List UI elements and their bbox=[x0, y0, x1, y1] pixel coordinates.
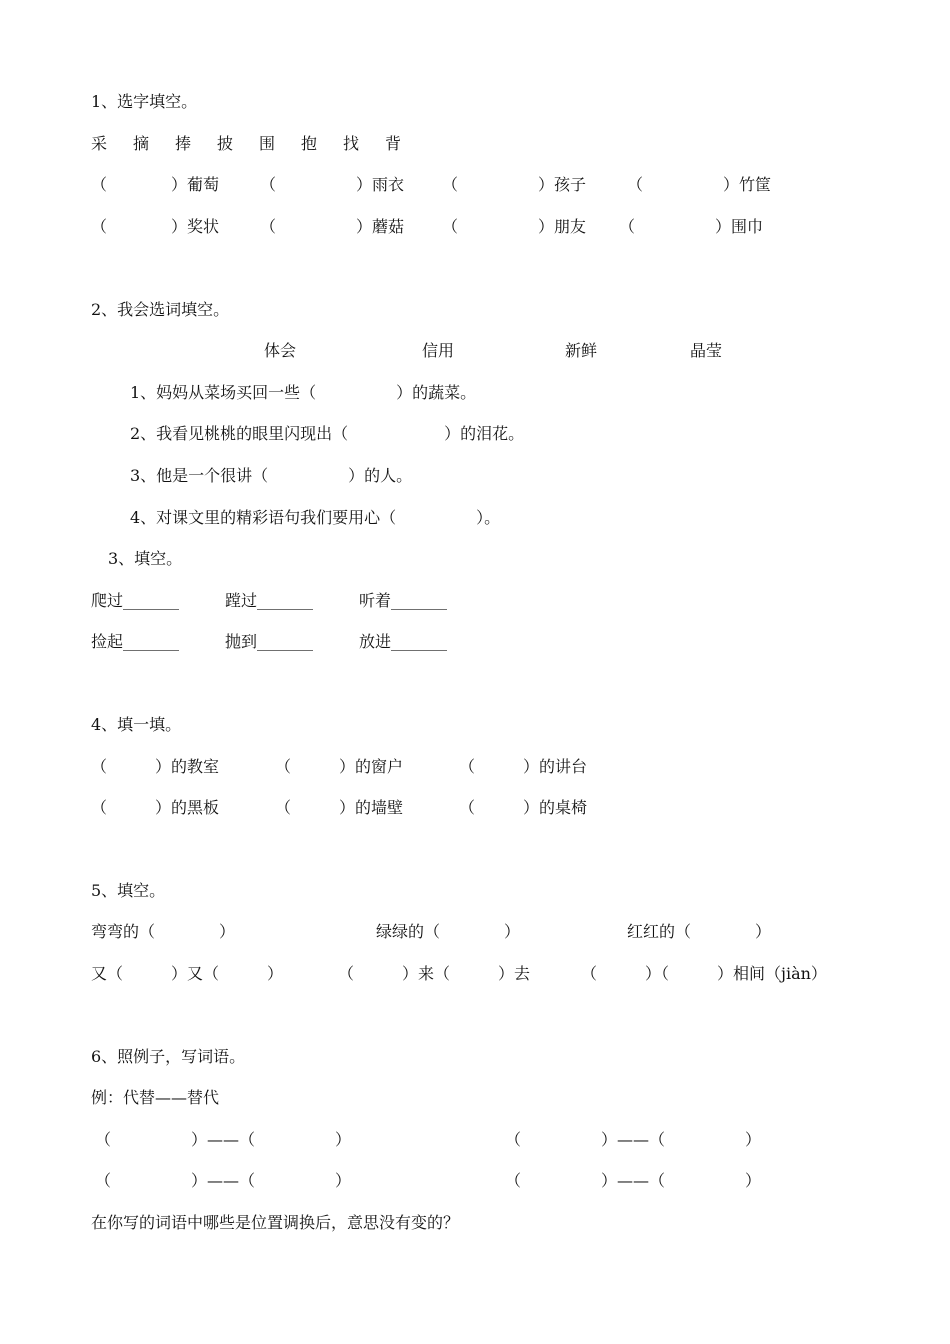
q5-blank[interactable]: （ ）（ ）相间（jiàn） bbox=[581, 964, 827, 983]
q2-choice: 新鲜 bbox=[565, 341, 598, 360]
q3-blank[interactable]: 听着_______ bbox=[359, 591, 448, 610]
q4-blank[interactable]: （ ）的讲台 bbox=[459, 757, 588, 776]
q5-blank[interactable]: （ ）来（ ）去 bbox=[338, 964, 531, 983]
q6-example: 例：代替——替代 bbox=[91, 1088, 220, 1107]
q1-choice: 找 bbox=[343, 134, 360, 153]
q6-question: 在你写的词语中哪些是位置调换后，意思没有变的？ bbox=[91, 1213, 460, 1232]
q3-blank[interactable]: 爬过_______ bbox=[91, 591, 180, 610]
q1-choice: 捧 bbox=[175, 134, 192, 153]
q3-blank[interactable]: 放进_______ bbox=[359, 632, 448, 651]
q3-heading: 3、填空。 bbox=[108, 549, 183, 568]
q1-blank[interactable]: （ ）奖状 bbox=[91, 217, 220, 236]
q2-choice: 晶莹 bbox=[690, 341, 723, 360]
q1-blank[interactable]: （ ）葡萄 bbox=[91, 175, 220, 194]
q1-heading: 1、选字填空。 bbox=[91, 92, 198, 111]
q5-blank[interactable]: 又（ ）又（ ） bbox=[91, 964, 284, 983]
q5-heading: 5、填空。 bbox=[91, 881, 166, 900]
q2-sentence[interactable]: 2、我看见桃桃的眼里闪现出（ ）的泪花。 bbox=[130, 424, 525, 443]
q2-choice: 信用 bbox=[422, 341, 455, 360]
q2-sentence[interactable]: 3、他是一个很讲（ ）的人。 bbox=[130, 466, 413, 485]
q1-choice: 采 bbox=[91, 134, 108, 153]
q6-heading: 6、照例子，写词语。 bbox=[91, 1047, 246, 1066]
q1-blank[interactable]: （ ）蘑菇 bbox=[260, 217, 405, 236]
q3-blank[interactable]: 抛到_______ bbox=[225, 632, 314, 651]
q6-pair[interactable]: （ ）——（ ） bbox=[505, 1171, 762, 1190]
q4-blank[interactable]: （ ）的窗户 bbox=[275, 757, 404, 776]
q5-blank[interactable]: 绿绿的（ ） bbox=[376, 922, 521, 941]
q2-heading: 2、我会选词填空。 bbox=[91, 300, 230, 319]
q2-choice: 体会 bbox=[264, 341, 297, 360]
q3-blank[interactable]: 蹚过_______ bbox=[225, 591, 314, 610]
q1-blank[interactable]: （ ）雨衣 bbox=[260, 175, 405, 194]
q1-choice: 抱 bbox=[301, 134, 318, 153]
q2-sentence[interactable]: 1、妈妈从菜场买回一些（ ）的蔬菜。 bbox=[130, 383, 477, 402]
q4-blank[interactable]: （ ）的墙壁 bbox=[275, 798, 404, 817]
q6-pair[interactable]: （ ）——（ ） bbox=[95, 1130, 352, 1149]
q5-blank[interactable]: 弯弯的（ ） bbox=[91, 922, 236, 941]
q4-blank[interactable]: （ ）的教室 bbox=[91, 757, 220, 776]
q1-choice: 摘 bbox=[133, 134, 150, 153]
q6-pair[interactable]: （ ）——（ ） bbox=[95, 1171, 352, 1190]
q1-blank[interactable]: （ ）围巾 bbox=[619, 217, 764, 236]
q2-sentence[interactable]: 4、对课文里的精彩语句我们要用心（ ）。 bbox=[130, 508, 501, 527]
q3-blank[interactable]: 捡起_______ bbox=[91, 632, 180, 651]
q1-blank[interactable]: （ ）朋友 bbox=[442, 217, 587, 236]
q6-pair[interactable]: （ ）——（ ） bbox=[505, 1130, 762, 1149]
q5-blank[interactable]: 红红的（ ） bbox=[627, 922, 772, 941]
q1-choice: 围 bbox=[259, 134, 276, 153]
q1-choice: 背 bbox=[385, 134, 402, 153]
q1-blank[interactable]: （ ）孩子 bbox=[442, 175, 587, 194]
q4-heading: 4、填一填。 bbox=[91, 715, 182, 734]
q4-blank[interactable]: （ ）的桌椅 bbox=[459, 798, 588, 817]
q4-blank[interactable]: （ ）的黑板 bbox=[91, 798, 220, 817]
q1-choice: 披 bbox=[217, 134, 234, 153]
q1-blank[interactable]: （ ）竹筐 bbox=[627, 175, 772, 194]
